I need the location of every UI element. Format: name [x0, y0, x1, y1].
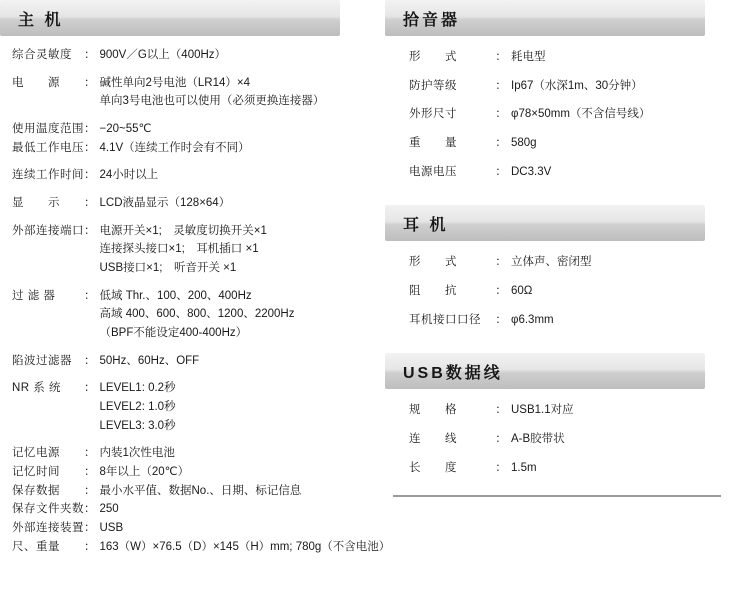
spec-colon: ： [84, 382, 96, 395]
spec-value: 高域 400、600、800、1200、2200Hz [99, 308, 295, 321]
table-row [0, 444, 390, 463]
table-row [0, 240, 390, 259]
spec-label: 防护等级 [409, 79, 457, 92]
spec-value: 碱性单向2号电池（LR14）×4 [99, 76, 250, 89]
section-header-main-unit [0, 0, 340, 36]
spec-colon: ： [495, 433, 507, 446]
table-row [0, 194, 390, 213]
spec-value: 内装1次性电池 [99, 447, 175, 460]
spec-label: 连续工作时间 [12, 169, 84, 182]
table-row [0, 500, 390, 519]
spec-value: 580g [511, 137, 537, 150]
spec-label: 外形尺寸 [409, 108, 457, 121]
spec-value: LEVEL1: 0.2秒 [99, 382, 176, 395]
spec-label: 耳机接口口径 [409, 313, 481, 326]
spec-colon [84, 398, 96, 417]
table-row [385, 124, 650, 134]
spec-value: 163（W）×76.5（D）×145（H）mm; 780g（不含电池） [99, 540, 391, 553]
section-header-earphone [385, 205, 705, 241]
spec-table-main-unit [0, 46, 390, 556]
spec-label: 电源电压 [409, 165, 457, 178]
spec-value: 最小水平值、数据No.、日期、标记信息 [99, 484, 302, 497]
spec-colon [84, 259, 96, 278]
spec-colon: ： [495, 313, 507, 326]
spec-table-earphone [385, 253, 592, 329]
spec-value: 立体声、密闭型 [511, 256, 592, 269]
spec-colon [84, 305, 96, 324]
table-row [0, 435, 390, 444]
spec-colon: ： [84, 49, 96, 61]
spec-value: LEVEL3: 3.0秒 [99, 419, 176, 432]
spec-colon: ： [495, 108, 507, 121]
spec-label: 连 线 [409, 433, 457, 446]
table-row [0, 222, 390, 241]
spec-colon: ： [495, 404, 507, 417]
spec-label: 综合灵敏度 [12, 49, 72, 61]
spec-label: 陷波过滤器 [12, 354, 72, 367]
spec-colon [84, 417, 96, 436]
spec-colon: ： [84, 141, 96, 154]
spec-label: 外部连接端口 [12, 224, 84, 237]
section-divider [393, 495, 721, 497]
spec-label: 记忆电源 [12, 447, 60, 460]
spec-label: 电 源 [12, 76, 60, 89]
spec-colon: ： [84, 484, 96, 497]
spec-colon: ： [84, 503, 96, 516]
table-row [385, 459, 574, 478]
spec-colon [84, 92, 96, 111]
table-row [0, 343, 390, 352]
spec-value: 250 [99, 503, 119, 516]
spec-value: 单向3号电池也可以使用（必须更换连接器） [99, 95, 325, 108]
right-column [385, 0, 729, 497]
spec-label: 保存数据 [12, 484, 60, 497]
section-title-usb-cable: USB数据线 [403, 364, 503, 382]
spec-label [0, 398, 84, 417]
table-row [0, 46, 390, 65]
table-row [385, 311, 592, 330]
spec-colon: ： [84, 289, 96, 302]
table-row [0, 482, 390, 501]
section-title-pickup: 拾音器 [403, 11, 461, 29]
spec-label [0, 417, 84, 436]
spec-colon: ： [84, 224, 96, 237]
table-row [0, 370, 390, 379]
table-row [385, 401, 574, 420]
table-row [385, 449, 574, 459]
spec-label: 记忆时间 [12, 466, 60, 479]
spec-label: 形 式 [409, 256, 457, 269]
spec-value: φ78×50mm（不含信号线） [511, 108, 651, 121]
spec-label: 规 格 [409, 404, 457, 417]
spec-label [0, 324, 84, 343]
section-body-main-unit [0, 42, 391, 556]
table-row [385, 67, 650, 77]
spec-value: 耗电型 [511, 51, 546, 63]
spec-label: NR 系 统 [12, 382, 61, 395]
spec-value: 60Ω [511, 285, 533, 298]
spec-colon: ： [84, 522, 96, 535]
table-row [385, 105, 650, 124]
spec-colon: ： [84, 123, 96, 136]
spec-colon: ： [84, 354, 96, 367]
table-row [0, 538, 390, 557]
spec-value: USB接口×1; 听音开关 ×1 [99, 262, 237, 275]
table-row [0, 519, 390, 538]
spec-colon: ： [495, 256, 507, 269]
table-row [0, 157, 390, 166]
spec-label [0, 240, 84, 259]
table-row [385, 95, 650, 105]
table-row [385, 153, 650, 163]
spec-value: LEVEL2: 1.0秒 [99, 401, 176, 414]
table-row [385, 48, 650, 67]
table-row [385, 163, 650, 182]
table-row [0, 379, 390, 398]
spec-label: 保存文件夹数 [12, 503, 84, 516]
section-title-earphone: 耳 机 [403, 216, 449, 234]
spec-label: 长 度 [409, 461, 457, 474]
spec-value: DC3.3V [511, 165, 552, 178]
table-row [0, 74, 390, 93]
spec-colon: ： [84, 447, 96, 460]
table-row [385, 272, 592, 282]
spec-value: LCD液晶显示（128×64） [99, 197, 231, 210]
spec-colon: ： [84, 76, 96, 89]
spec-value: 电源开关×1; 灵敏度切换开关×1 [99, 224, 267, 237]
table-row [0, 463, 390, 482]
spec-colon [84, 324, 96, 343]
table-row [385, 134, 650, 153]
spec-value: 8年以上（20℃） [99, 466, 190, 479]
spec-colon: ： [495, 137, 507, 150]
spec-label: 过 滤 器 [12, 289, 56, 302]
table-row [0, 111, 390, 120]
table-row [0, 305, 390, 324]
spec-label [0, 92, 84, 111]
table-row [385, 77, 650, 96]
spec-label: 阻 抗 [409, 285, 457, 298]
spec-table-usb-cable [385, 401, 574, 477]
table-row [0, 352, 390, 371]
table-row [0, 65, 390, 74]
spec-colon: ： [495, 51, 507, 63]
left-column [0, 0, 391, 556]
table-row [0, 278, 390, 287]
section-header-usb-cable [385, 353, 705, 389]
table-row [0, 259, 390, 278]
spec-colon: ： [84, 197, 96, 210]
spec-value: φ6.3mm [511, 313, 554, 326]
spec-colon: ： [84, 540, 96, 553]
spec-colon: ： [495, 285, 507, 298]
spec-colon: ： [495, 165, 507, 178]
spec-value: −20~55℃ [99, 123, 152, 136]
spec-label: 使用温度范围 [12, 123, 84, 136]
spec-value: 低域 Thr.、100、200、400Hz [99, 289, 252, 302]
spec-label: 显 示 [12, 197, 60, 210]
table-row [0, 139, 390, 158]
section-body-earphone [385, 247, 729, 329]
spec-value: 900V／G以上（400Hz） [99, 49, 227, 61]
spec-value: A-B胶带状 [511, 433, 565, 446]
spec-value: Ip67（水深1m、30分钟） [511, 79, 643, 92]
spec-label: 形 式 [409, 51, 457, 63]
section-body-usb-cable [385, 395, 729, 477]
table-row [385, 301, 592, 311]
spec-table-pickup [385, 48, 650, 181]
table-row [385, 420, 574, 430]
table-row [0, 213, 390, 222]
table-row [0, 185, 390, 194]
section-title-main-unit: 主 机 [18, 11, 64, 29]
spec-label: 重 量 [409, 137, 457, 150]
table-row [0, 92, 390, 111]
spec-label: 尺、重量 [12, 540, 60, 553]
table-row [385, 282, 592, 301]
spec-value: 4.1V（连续工作时会有不同） [99, 141, 250, 154]
table-row [0, 166, 390, 185]
spec-colon [84, 240, 96, 259]
table-row [385, 253, 592, 272]
table-row [0, 287, 390, 306]
section-header-pickup [385, 0, 705, 36]
table-row [0, 398, 390, 417]
spec-value: 连接探头接口×1; 耳机插口 ×1 [99, 243, 259, 256]
spec-label [0, 259, 84, 278]
spec-colon: ： [495, 79, 507, 92]
spec-label: 外部连接装置 [12, 522, 84, 535]
table-row [0, 324, 390, 343]
table-row [0, 120, 390, 139]
spec-label: 最低工作电压 [12, 141, 84, 154]
spec-value: （BPF不能设定400-400Hz） [99, 327, 248, 340]
spec-colon: ： [84, 466, 96, 479]
spec-value: 24小时以上 [99, 169, 159, 182]
spec-colon: ： [495, 461, 507, 474]
table-row [385, 430, 574, 449]
section-body-pickup [385, 42, 729, 181]
table-row [0, 417, 390, 436]
spec-colon: ： [84, 169, 96, 182]
spec-value: USB1.1对应 [511, 404, 574, 417]
spec-value: 50Hz、60Hz、OFF [99, 354, 200, 367]
spec-label [0, 305, 84, 324]
spec-value: USB [99, 522, 124, 535]
spec-value: 1.5m [511, 461, 537, 474]
